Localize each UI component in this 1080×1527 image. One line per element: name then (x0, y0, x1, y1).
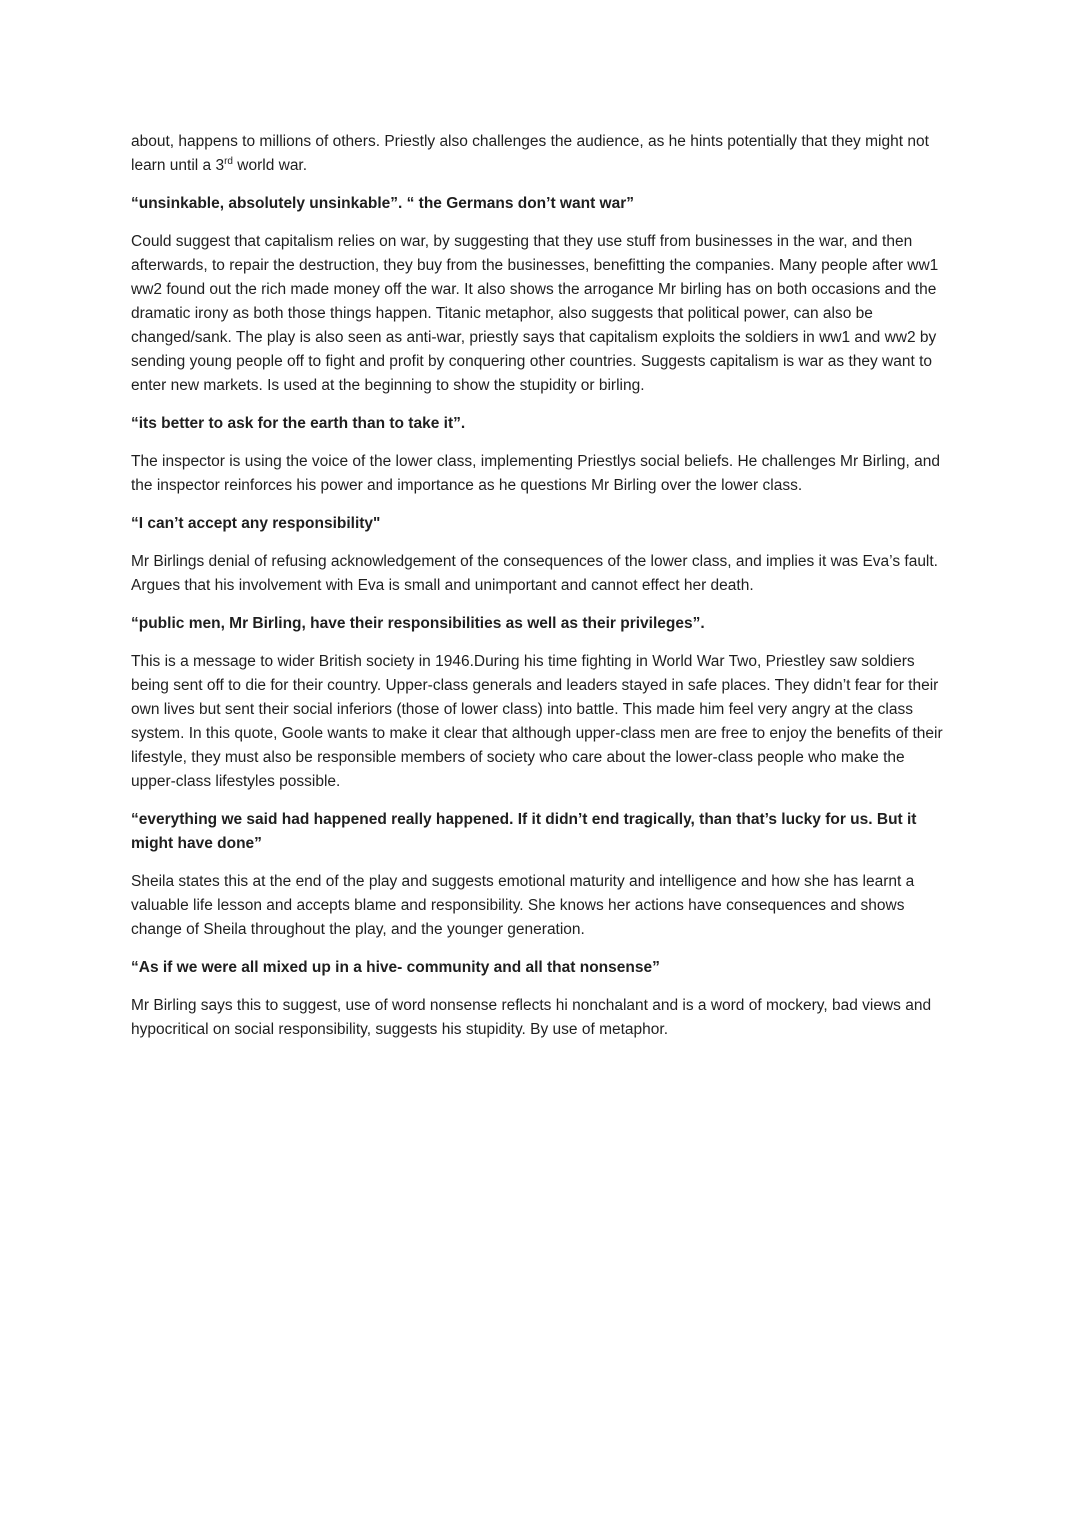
analysis-paragraph: This is a message to wider British society in 1946.During his time fighting in World War Two, Priestley saw soldiers being sent off to die for their country. Upper-class generals and leaders stayed in safe places. They didn’t fear for their own lives but sent their social inferiors (those of lower class) into battle. This made him feel very angry at the class system. In this quote, Goole wants to make it clear that although upper-class men are free to enjoy the benefits of their lifestyle, they must also be responsible members of society who care about the lower-class people who make the upper-class lifestyles possible. (131, 653, 943, 790)
analysis-paragraph: Sheila states this at the end of the play and suggests emotional maturity and intelligence and how she has learnt a valuable life lesson and accepts blame and responsibility. She knows her actions have consequences and shows change of Sheila throughout the play, and the younger generation. (131, 873, 915, 938)
ordinal-suffix: rd (224, 155, 233, 167)
document-page (131, 130, 946, 1056)
analysis-paragraph: Mr Birling says this to suggest, use of word nonsense reflects hi nonchalant and is a word of mockery, bad views and hypocritical on social responsibility, suggests his stupidity. By use of metaphor. (131, 997, 932, 1038)
intro-text: about, happens to millions of others. Priestly also challenges the audience, as he hints potentially that they might not learn until a 3 (131, 133, 929, 174)
quote-heading: “I can’t accept any responsibility" (131, 515, 381, 532)
quote-heading: “its better to ask for the earth than to take it”. (131, 415, 466, 432)
intro-text-end: world war. (232, 157, 308, 174)
quote-heading: “public men, Mr Birling, have their responsibilities as well as their privileges”. (131, 615, 705, 632)
analysis-paragraph: Could suggest that capitalism relies on war, by suggesting that they use stuff from businesses in the war, and then afterwards, to repair the destruction, they buy from the businesses, benefitting the companies. Many people after ww1 ww2 found out the rich made money off the war. It also shows the arrogance Mr birling has on both occasions and the dramatic irony as both those things happen. Titanic metaphor, also suggests that political power, can also be changed/sank. The play is also seen as anti-war, priestly says that capitalism exploits the soldiers in ww1 and ww2 by sending young people off to fight and profit by conquering other countries. Suggests capitalism is war as they want to enter new markets. Is used at the beginning to show the stupidity or birling. (131, 233, 939, 394)
quote-heading: “everything we said had happened really happened. If it didn’t end tragically, than that’s lucky for us. But it might have done” (131, 811, 917, 852)
quote-heading: “unsinkable, absolutely unsinkable”. “ the Germans don’t want war” (131, 195, 634, 212)
analysis-paragraph: The inspector is using the voice of the lower class, implementing Priestlys social beliefs. He challenges Mr Birling, and the inspector reinforces his power and importance as he questions Mr Birling over the lower class. (131, 453, 940, 494)
analysis-paragraph: Mr Birlings denial of refusing acknowledgement of the consequences of the lower class, and implies it was Eva’s fault. Argues that his involvement with Eva is small and unimportant and cannot effect her death. (131, 553, 938, 594)
quote-heading: “As if we were all mixed up in a hive- community and all that nonsense” (131, 959, 660, 976)
intro-paragraph (131, 130, 946, 178)
